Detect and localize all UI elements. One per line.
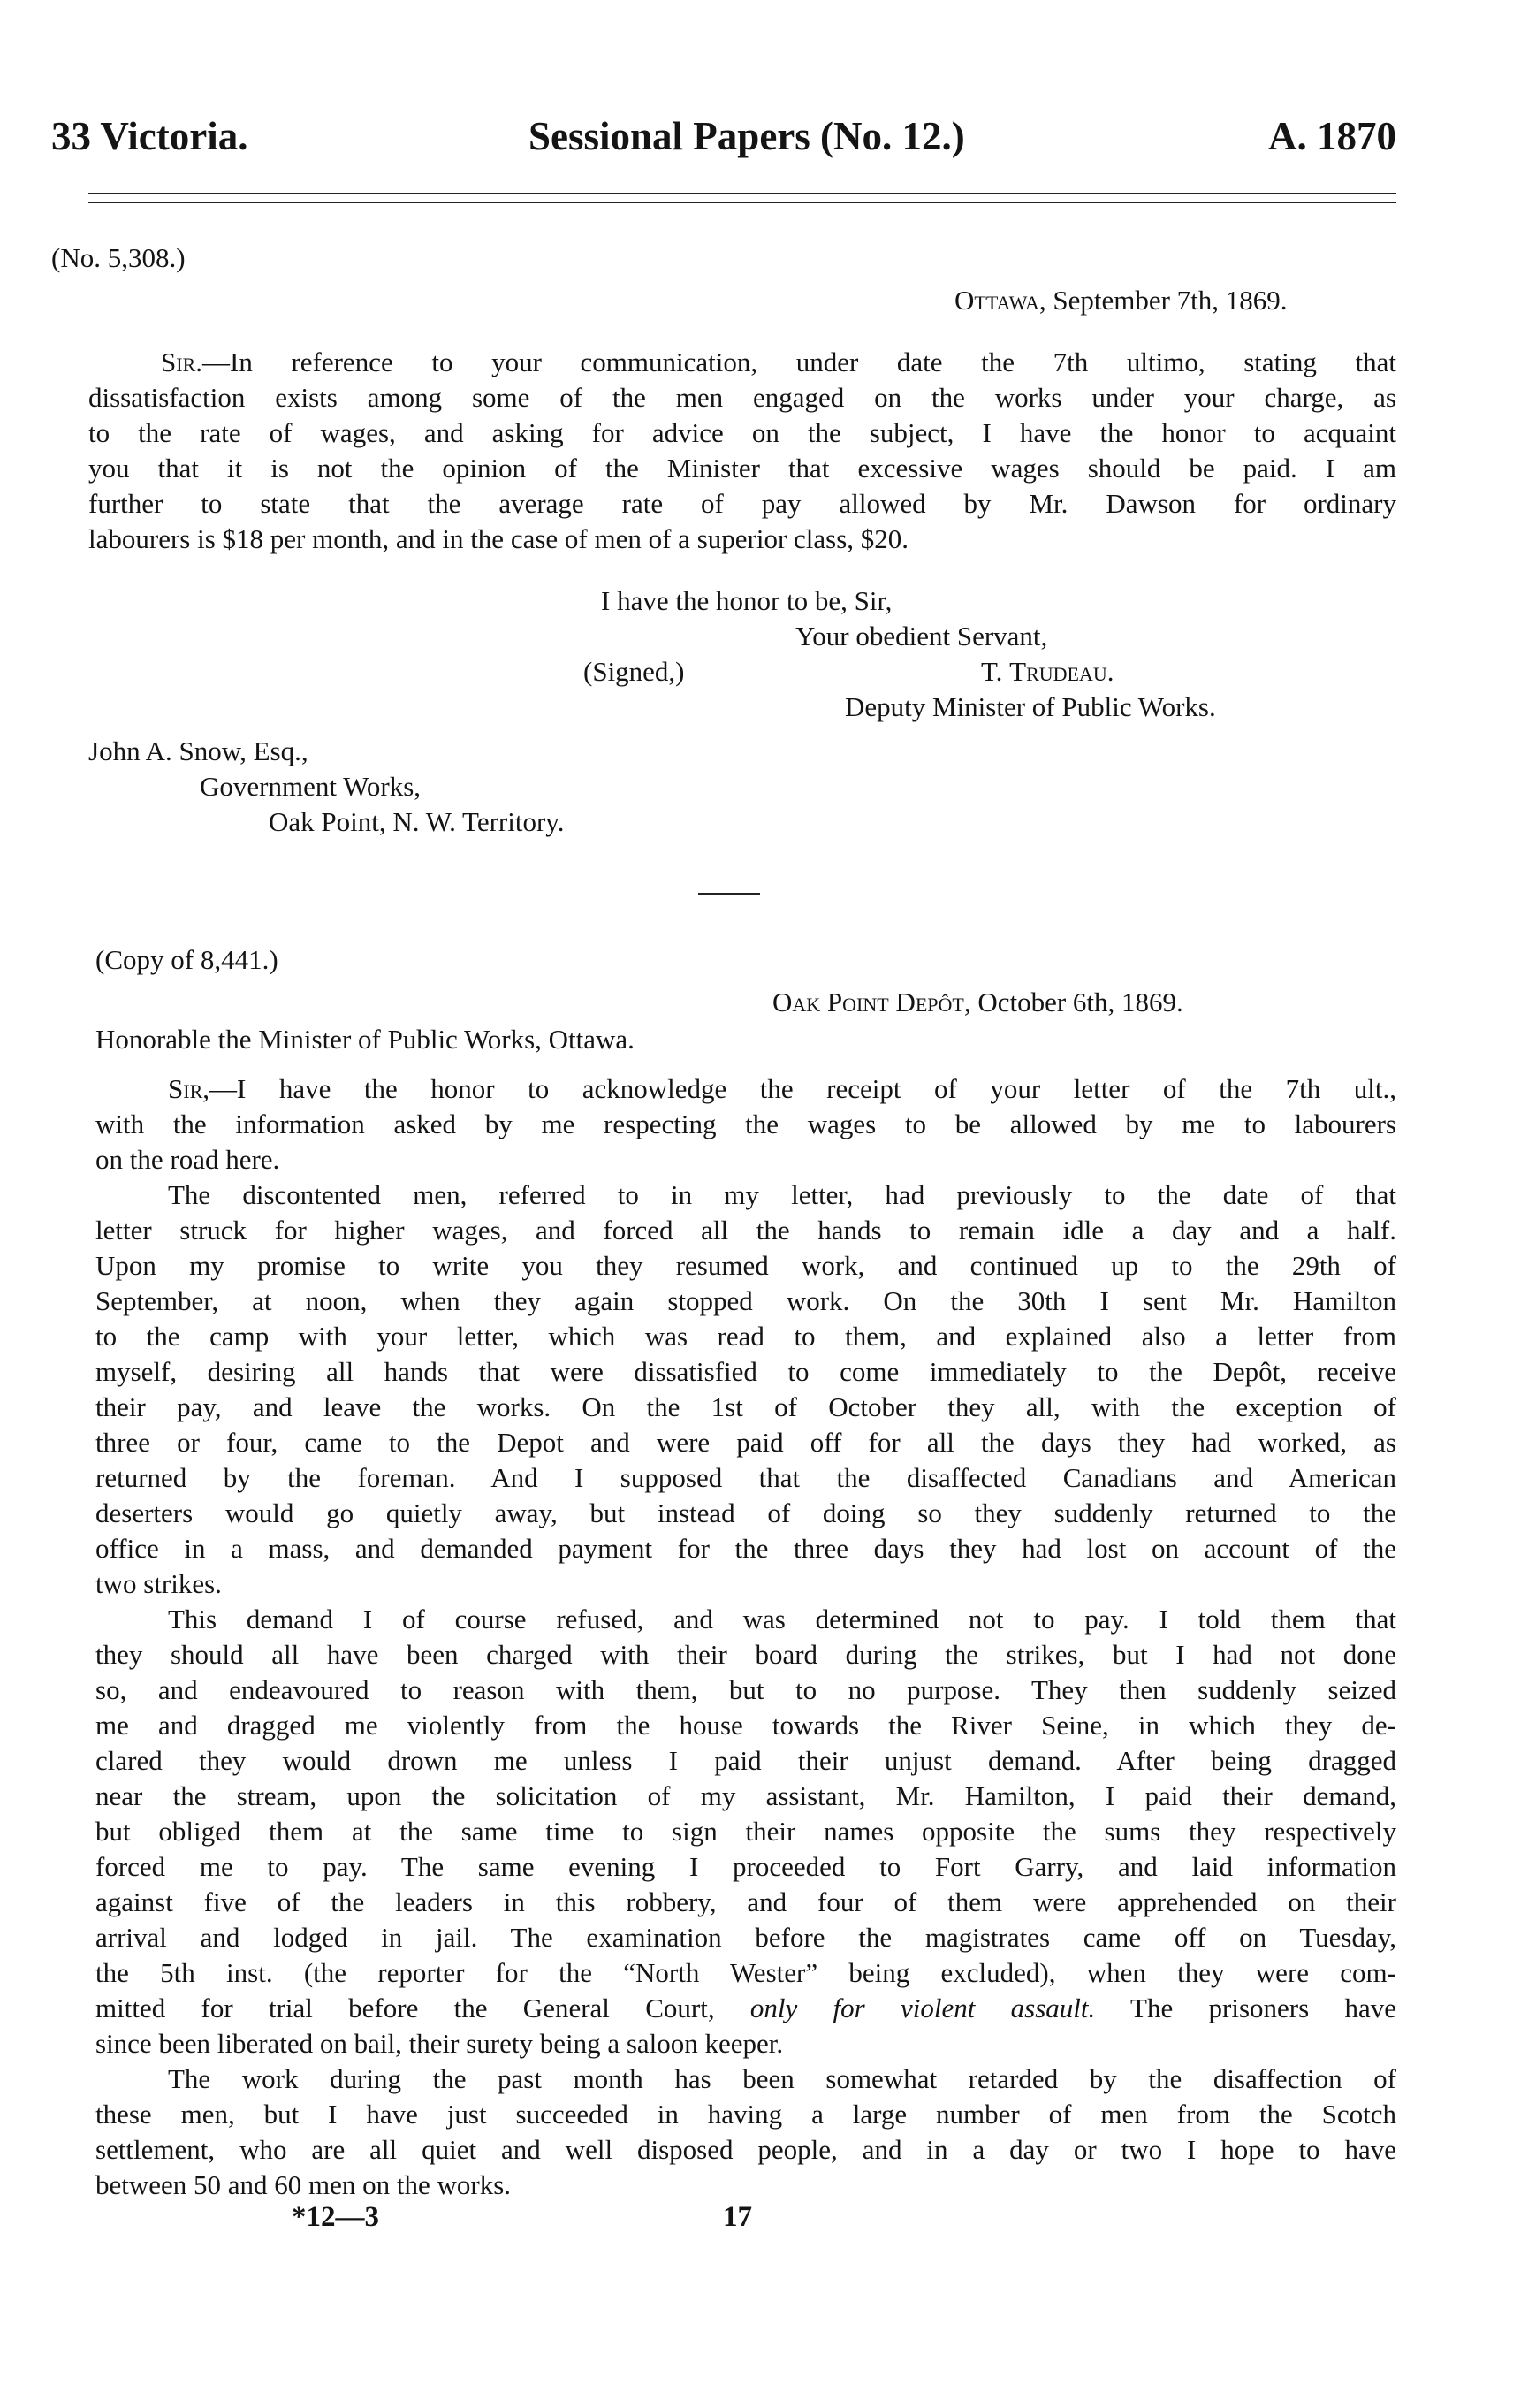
addressee-line: Oak Point, N. W. Territory. xyxy=(269,806,565,837)
letter1-signer xyxy=(981,654,1114,690)
letter2-p3-line: so, and endeavoured to reason with them, but to no purpose. They then suddenly seized xyxy=(95,1674,1396,1705)
letter2-p2-line: September, at noon, when they again stopped work. On the 30th I sent Mr. Hamilton xyxy=(95,1285,1396,1316)
letter2-p4-line: The work during the past month has been somewhat retarded by the disaffection of xyxy=(168,2063,1396,2094)
letter1-signed: (Signed,) xyxy=(583,656,685,687)
header-rule-bottom xyxy=(88,202,1396,203)
letter1-signer-name: Trudeau. xyxy=(1009,656,1114,687)
letter2-p3-line: the 5th inst. (the reporter for the “North Wester” being excluded), when they were com- xyxy=(95,1957,1396,1988)
letter2-p1-line: with the information asked by me respecting the wages to be allowed by me to labourers xyxy=(95,1109,1396,1139)
letter1-closing2: Your obedient Servant, xyxy=(795,621,1048,652)
letter2-p4-line: between 50 and 60 men on the works. xyxy=(95,2169,512,2200)
letter2-dateline xyxy=(772,985,1183,1020)
section-separator xyxy=(698,893,760,895)
letter1-number: (No. 5,308.) xyxy=(51,242,186,273)
letter2-p3-text: The prisoners have xyxy=(1095,1993,1396,2023)
letter2-p2-line: myself, desiring all hands that were dissatisfied to come immediately to the Depôt, receive xyxy=(95,1356,1396,1387)
letter2-p3-line: me and dragged me violently from the house towards the River Seine, in which they de- xyxy=(95,1710,1396,1741)
letter2-p1-line: on the road here. xyxy=(95,1144,280,1175)
letter2-p3-line: they should all have been charged with their board during the strikes, but I had not done xyxy=(95,1639,1396,1670)
letter1-signer-initial: T. xyxy=(981,656,1010,687)
letter2-p2-line: their pay, and leave the works. On the 1st of October they all, with the exception of xyxy=(95,1391,1396,1422)
letter1-date: , September 7th, 1869. xyxy=(1038,285,1288,316)
letter2-date: , October 6th, 1869. xyxy=(963,987,1183,1017)
letter1-body-line: you that it is not the opinion of the Minister that excessive wages should be paid. I am xyxy=(88,453,1396,484)
header-rule-top xyxy=(88,193,1396,194)
letter2-p1-line xyxy=(168,1071,1396,1107)
signature-mark: *12—3 xyxy=(292,2201,379,2233)
letter2-p3-line: forced me to pay. The same evening I proceeded to Fort Garry, and laid information xyxy=(95,1851,1396,1882)
letter2-place: Oak Point Depôt xyxy=(772,987,964,1017)
letter2-p3-line: near the stream, upon the solicitation of my assistant, Mr. Hamilton, I paid their demand, xyxy=(95,1780,1396,1811)
letter2-p3-line: arrival and lodged in jail. The examination before the magistrates came off on Tuesday, xyxy=(95,1922,1396,1953)
header-regnal-year: 33 Victoria. xyxy=(51,114,248,158)
addressee-line: John A. Snow, Esq., xyxy=(88,735,308,766)
letter2-p2-line: Upon my promise to write you they resumed work, and continued up to the 29th of xyxy=(95,1250,1396,1281)
letter2-number: (Copy of 8,441.) xyxy=(95,944,278,975)
letter2-p2-line: letter struck for higher wages, and forced all the hands to remain idle a day and a half. xyxy=(95,1215,1396,1246)
letter1-body-line: dissatisfaction exists among some of the men engaged on the works under your charge, as xyxy=(88,382,1396,413)
letter1-body-line: —In reference to your communication, under date the 7th ultimo, stating that xyxy=(202,347,1396,377)
letter2-p1-text: —I have the honor to acknowledge the receipt of your letter of the 7th ult., xyxy=(209,1073,1396,1104)
letter2-p3-line: since been liberated on bail, their surety being a saloon keeper. xyxy=(95,2028,784,2059)
letter2-p3-line xyxy=(95,1991,1396,2026)
running-header xyxy=(51,113,1396,175)
letter2-p3-italic: only for violent assault. xyxy=(749,1993,1096,2023)
header-title: Sessional Papers (No. 12.) xyxy=(528,114,965,158)
letter2-p2-line: office in a mass, and demanded payment for the three days they had lost on account of the xyxy=(95,1533,1396,1564)
letter2-p3-line: clared they would drown me unless I paid their unjust demand. After being dragged xyxy=(95,1745,1396,1776)
letter2-p4-line: settlement, who are all quiet and well disposed people, and in a day or two I hope to have xyxy=(95,2134,1396,2165)
letter1-dateline xyxy=(954,283,1288,318)
letter2-p2-line: two strikes. xyxy=(95,1568,222,1599)
letter1-salutation: Sir. xyxy=(161,347,202,377)
letter1-closing: I have the honor to be, Sir, xyxy=(601,585,893,616)
letter2-p2-line: three or four, came to the Depot and were paid off for all the days they had worked, as xyxy=(95,1427,1396,1458)
letter2-p3-line: This demand I of course refused, and was determined not to pay. I told them that xyxy=(168,1604,1396,1635)
letter2-salutation: Sir, xyxy=(168,1073,209,1104)
letter2-p2-line: The discontented men, referred to in my letter, had previously to the date of that xyxy=(168,1179,1396,1210)
letter2-p4-line: these men, but I have just succeeded in having a large number of men from the Scotch xyxy=(95,2099,1396,2130)
letter1-signer-title: Deputy Minister of Public Works. xyxy=(845,691,1216,722)
letter2-p2-line: deserters would go quietly away, but instead of doing so they suddenly returned to the xyxy=(95,1497,1396,1528)
page-number: 17 xyxy=(723,2201,752,2233)
letter1-body-line: further to state that the average rate of pay allowed by Mr. Dawson for ordinary xyxy=(88,488,1396,519)
letter2-p3-line: but obliged them at the same time to sign their names opposite the sums they respectively xyxy=(95,1816,1396,1847)
letter2-p3-text: mitted for trial before the General Court, xyxy=(95,1993,750,2023)
header-year: A. 1870 xyxy=(1268,114,1396,158)
letter2-recipient: Honorable the Minister of Public Works, Ottawa. xyxy=(95,1024,635,1055)
letter1-body-line: labourers is $18 per month, and in the case of men of a superior class, $20. xyxy=(88,523,909,554)
letter1-body-line: to the rate of wages, and asking for advice on the subject, I have the honor to acquaint xyxy=(88,417,1396,448)
letter1-place: Ottawa xyxy=(954,285,1039,316)
addressee-line: Government Works, xyxy=(200,771,422,802)
letter2-p2-line: to the camp with your letter, which was read to them, and explained also a letter from xyxy=(95,1321,1396,1352)
letter1-line-1 xyxy=(161,345,1396,380)
letter2-p3-line: against five of the leaders in this robbery, and four of them were apprehended on their xyxy=(95,1886,1396,1917)
letter2-p2-line: returned by the foreman. And I supposed that the disaffected Canadians and American xyxy=(95,1462,1396,1493)
